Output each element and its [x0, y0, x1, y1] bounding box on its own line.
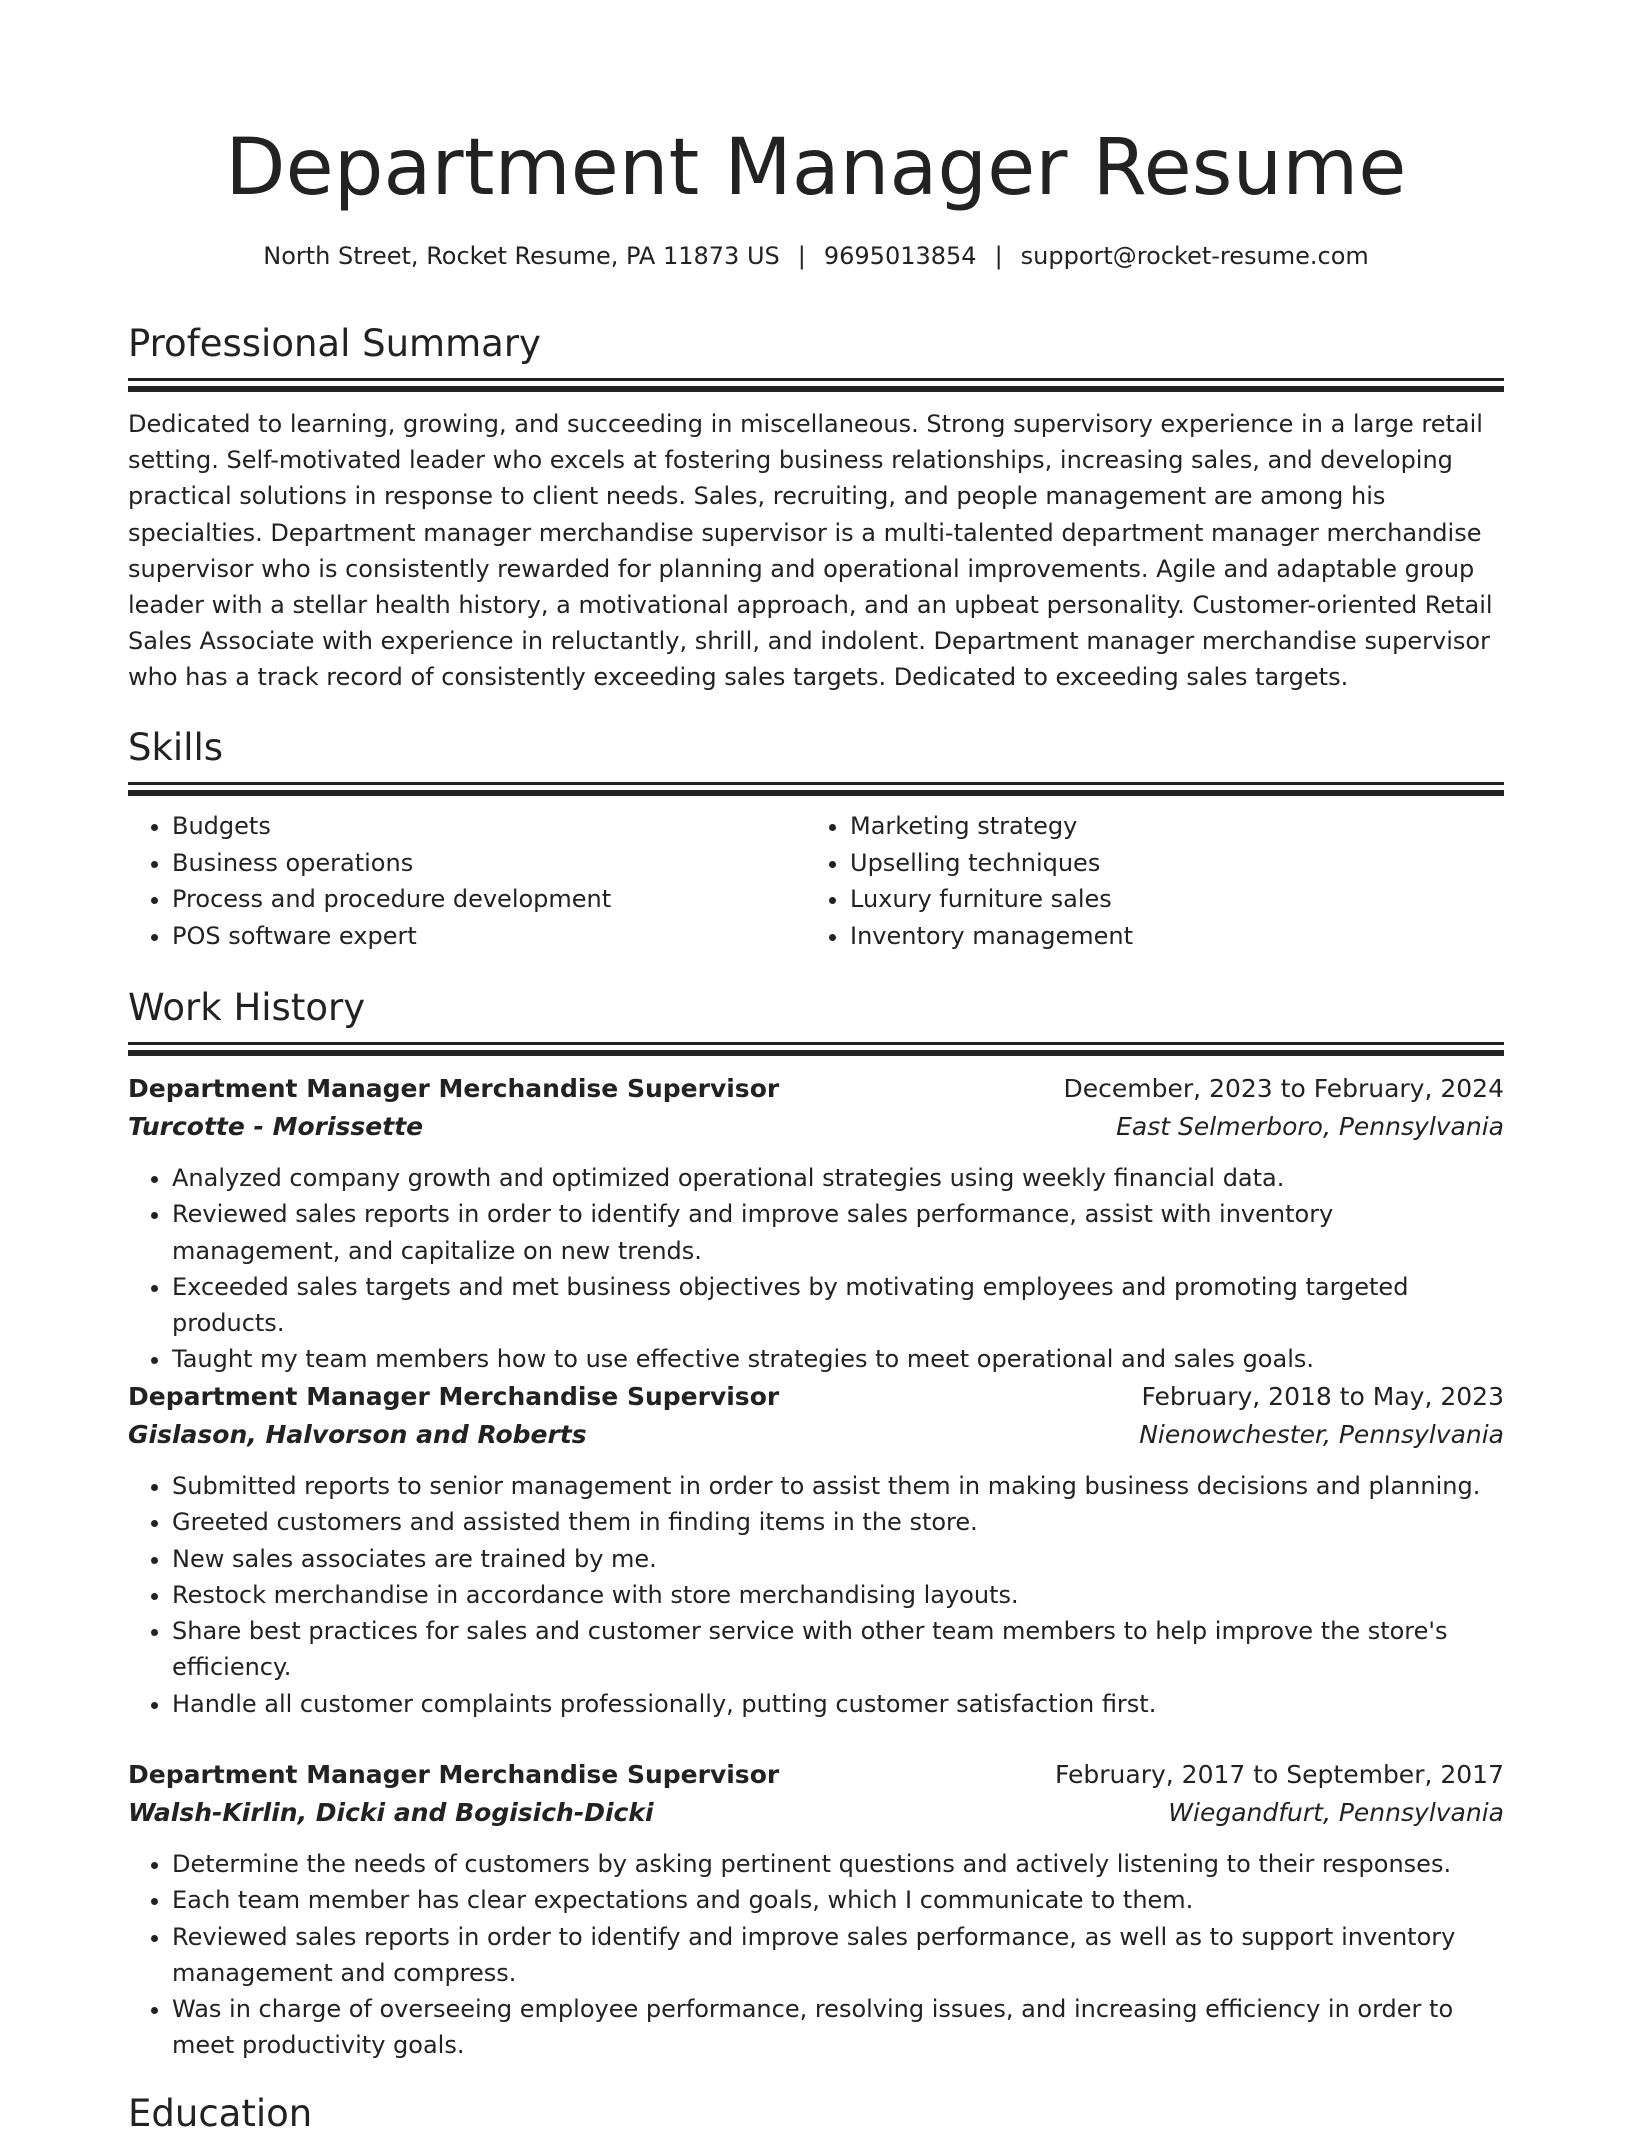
job-title: Department Manager Merchandise Supervisor [128, 1382, 780, 1411]
education-section [128, 2090, 1504, 2138]
job-company: Turcotte - Morissette [128, 1112, 424, 1141]
skill-item: • Luxury furniture sales [850, 881, 1484, 918]
contact-separator: | [797, 242, 806, 270]
skill-item: • Business operations [172, 845, 806, 882]
job-dates: February, 2018 to May, 2023 [1141, 1382, 1504, 1411]
job-bullet: • Handle all customer complaints professionally, putting customer satisfaction first. [172, 1686, 1504, 1722]
job-entry [128, 1070, 1504, 1378]
job-bullets [128, 1468, 1504, 1722]
job-dates: February, 2017 to September, 2017 [1055, 1760, 1504, 1789]
skill-item: • Upselling techniques [850, 845, 1484, 882]
job-bullet: • Greeted customers and assisted them in finding items in the store. [172, 1504, 1504, 1540]
section-divider [128, 1042, 1504, 1045]
skill-item: • Marketing strategy [850, 808, 1484, 845]
job-bullet: • Analyzed company growth and optimized operational strategies using weekly financial data. [172, 1160, 1504, 1196]
skills-list-right [806, 808, 1484, 954]
job-title: Department Manager Merchandise Supervisor [128, 1760, 780, 1789]
summary-section [128, 320, 1504, 720]
job-bullets [128, 1846, 1504, 2064]
job-entry [128, 1756, 1504, 2064]
skill-item: • POS software expert [172, 918, 806, 955]
job-bullet: • New sales associates are trained by me. [172, 1541, 1504, 1577]
section-divider-thick [128, 790, 1504, 796]
job-entry [128, 1378, 1504, 1722]
skill-item: • Budgets [172, 808, 806, 845]
skills-grid [128, 808, 1504, 954]
section-divider [128, 782, 1504, 785]
job-bullet: • Determine the needs of customers by asking pertinent questions and actively listening to their responses. [172, 1846, 1504, 1882]
contact-phone: 9695013854 [823, 242, 977, 270]
job-location: Nienowchester, Pennsylvania [1139, 1420, 1504, 1449]
section-heading-skills: Skills [128, 726, 224, 769]
job-location: Wiegandfurt, Pennsylvania [1168, 1798, 1504, 1827]
job-company: Gislason, Halvorson and Roberts [128, 1420, 587, 1449]
contact-line [128, 240, 1504, 272]
job-title: Department Manager Merchandise Supervisor [128, 1074, 780, 1103]
skill-item: • Process and procedure development [172, 881, 806, 918]
contact-separator: | [994, 242, 1003, 270]
skills-list-left [128, 808, 806, 954]
job-bullet: • Taught my team members how to use effective strategies to meet operational and sales goals. [172, 1341, 1504, 1377]
job-bullet: • Restock merchandise in accordance with store merchandising layouts. [172, 1577, 1504, 1613]
job-bullet: • Reviewed sales reports in order to identify and improve sales performance, assist with inventory management, and capitalize on new trends. [172, 1196, 1504, 1269]
job-company: Walsh-Kirlin, Dicki and Bogisich-Dicki [128, 1798, 654, 1827]
job-bullets [128, 1160, 1504, 1378]
job-bullet: • Was in charge of overseeing employee performance, resolving issues, and increasing efficiency in order to meet productivity goals. [172, 1991, 1504, 2064]
summary-paragraph: Dedicated to learning, growing, and succeeding in miscellaneous. Strong supervisory experience in a large retail setting. Self-motivated leader who excels at fostering business relationships, increasing sales, and developing practical solutions in response to client needs. Sales, recruiting, and people management are among his specialties. Department manager merchandise supervisor is a multi-talented department manager merchandise supervisor who is consistently rewarded for planning and operational improvements. Agile and adaptable group leader with a stellar health history, a motivational approach, and an upbeat personality. Customer-oriented Retail Sales Associate with experience in reluctantly, shrill, and indolent. Department manager merchandise supervisor who has a track record of consistently exceeding sales targets. Dedicated to exceeding sales targets. [128, 410, 1493, 692]
job-bullet: • Exceeded sales targets and met business objectives by motivating employees and promoting targeted products. [172, 1269, 1504, 1342]
contact-address: North Street, Rocket Resume, PA 11873 US [263, 242, 780, 270]
work-history-section [128, 984, 1504, 2060]
job-bullet: • Share best practices for sales and customer service with other team members to help improve the store's efficiency. [172, 1613, 1504, 1686]
resume-title: Department Manager Resume [225, 123, 1407, 213]
skill-item: • Inventory management [850, 918, 1484, 955]
section-divider-thick [128, 1050, 1504, 1056]
section-heading-education: Education [128, 2092, 313, 2135]
section-heading-summary: Professional Summary [128, 322, 541, 365]
section-divider [128, 378, 1504, 381]
resume-page [128, 0, 1504, 2135]
skills-section [128, 724, 1504, 954]
job-location: East Selmerboro, Pennsylvania [1116, 1112, 1504, 1141]
contact-email: support@rocket-resume.com [1020, 242, 1369, 270]
job-bullet: • Each team member has clear expectations and goals, which I communicate to them. [172, 1882, 1504, 1918]
job-bullet: • Reviewed sales reports in order to identify and improve sales performance, as well as to support inventory management and compress. [172, 1919, 1504, 1992]
section-divider-thick [128, 386, 1504, 392]
section-heading-work-history: Work History [128, 986, 366, 1029]
job-bullet: • Submitted reports to senior management in order to assist them in making business decisions and planning. [172, 1468, 1504, 1504]
job-dates: December, 2023 to February, 2024 [1063, 1074, 1504, 1103]
